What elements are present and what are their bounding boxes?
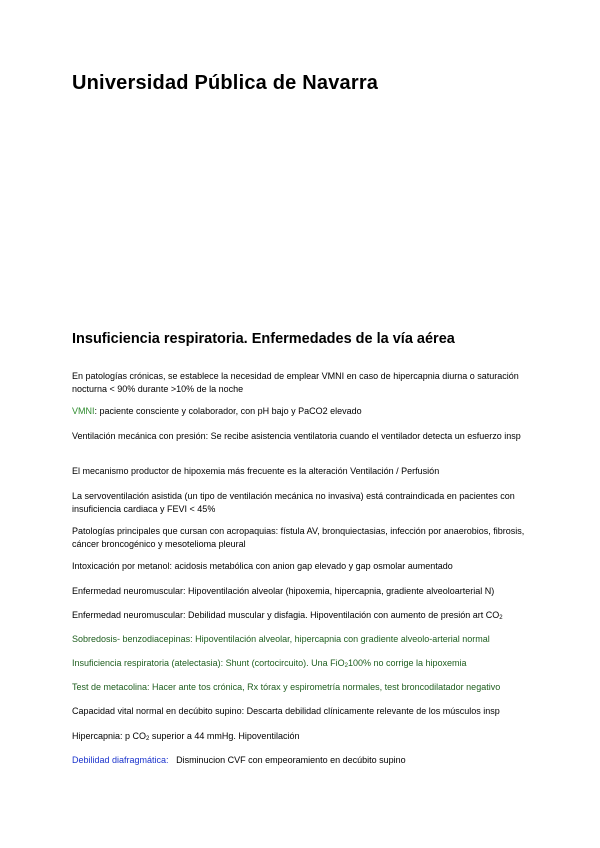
note-item: Intoxicación por metanol: acidosis metabólica con anion gap elevado y gap osmolar aumentado (72, 561, 453, 571)
note-label: VMNI (72, 406, 95, 416)
note-item: Insuficiencia respiratoria (atelectasia): Shunt (cortocircuito). Una FiO$_2$100% no corrige la hipoxemia (72, 658, 467, 669)
note-item: La servoventilación asistida (un tipo de ventilación mecánica no invasiva) está contraindicada en pacientes con insuficiencia cardiaca y FEVI < 45% (72, 491, 515, 514)
note-item: Hipercapnia: p $CO_2$ superior a 44 mmHg. Hipoventilación (72, 731, 300, 742)
note-item: El mecanismo productor de hipoxemia más frecuente es la alteración Ventilación / Perfusión (72, 466, 440, 476)
note-item: Debilidad diafragmática: Disminucion CVF con empeoramiento en decúbito supino (72, 755, 406, 765)
note-item: Capacidad vital normal en decúbito supino: Descarta debilidad clínicamente relevante de los músculos insp (72, 706, 500, 716)
note-item: Sobredosis- benzodiacepinas: Hipoventilación alveolar, hipercapnia con gradiente alveolo-arterial normal (72, 634, 490, 644)
note-item: Test de metacolina: Hacer ante tos crónica, Rx tórax y espirometría normales, test broncodilatador negativo (72, 682, 501, 692)
note-item: VMNI: paciente consciente y colaborador, con pH bajo y PaCO2 elevado (72, 406, 362, 416)
note-label: Debilidad diafragmática: (72, 755, 169, 765)
section-heading: Insuficiencia respiratoria. Enfermedades de la vía aérea (72, 331, 455, 347)
note-item: Patologías principales que cursan con acropaquias: fístula AV, bronquiectasias, infección por anaerobios, fibrosis, cáncer broncogénico y mesotelioma pleural (72, 526, 525, 549)
note-item: En patologías crónicas, se establece la necesidad de emplear VMNI en caso de hipercapnia diurna o saturación nocturna < 90% durante >10% de la noche (72, 371, 519, 394)
note-item: Enfermedad neuromuscular: Debilidad muscular y disfagia. Hipoventilación con aumento de presión art $CO_2$ (72, 610, 503, 621)
note-item: Ventilación mecánica con presión: Se recibe asistencia ventilatoria cuando el ventilador detecta un esfuerzo insp (72, 431, 521, 441)
page-title: Universidad Pública de Navarra (72, 72, 379, 94)
note-item: Enfermedad neuromuscular: Hipoventilación alveolar (hipoxemia, hipercapnia, gradiente alveoloarterial N) (72, 586, 495, 596)
